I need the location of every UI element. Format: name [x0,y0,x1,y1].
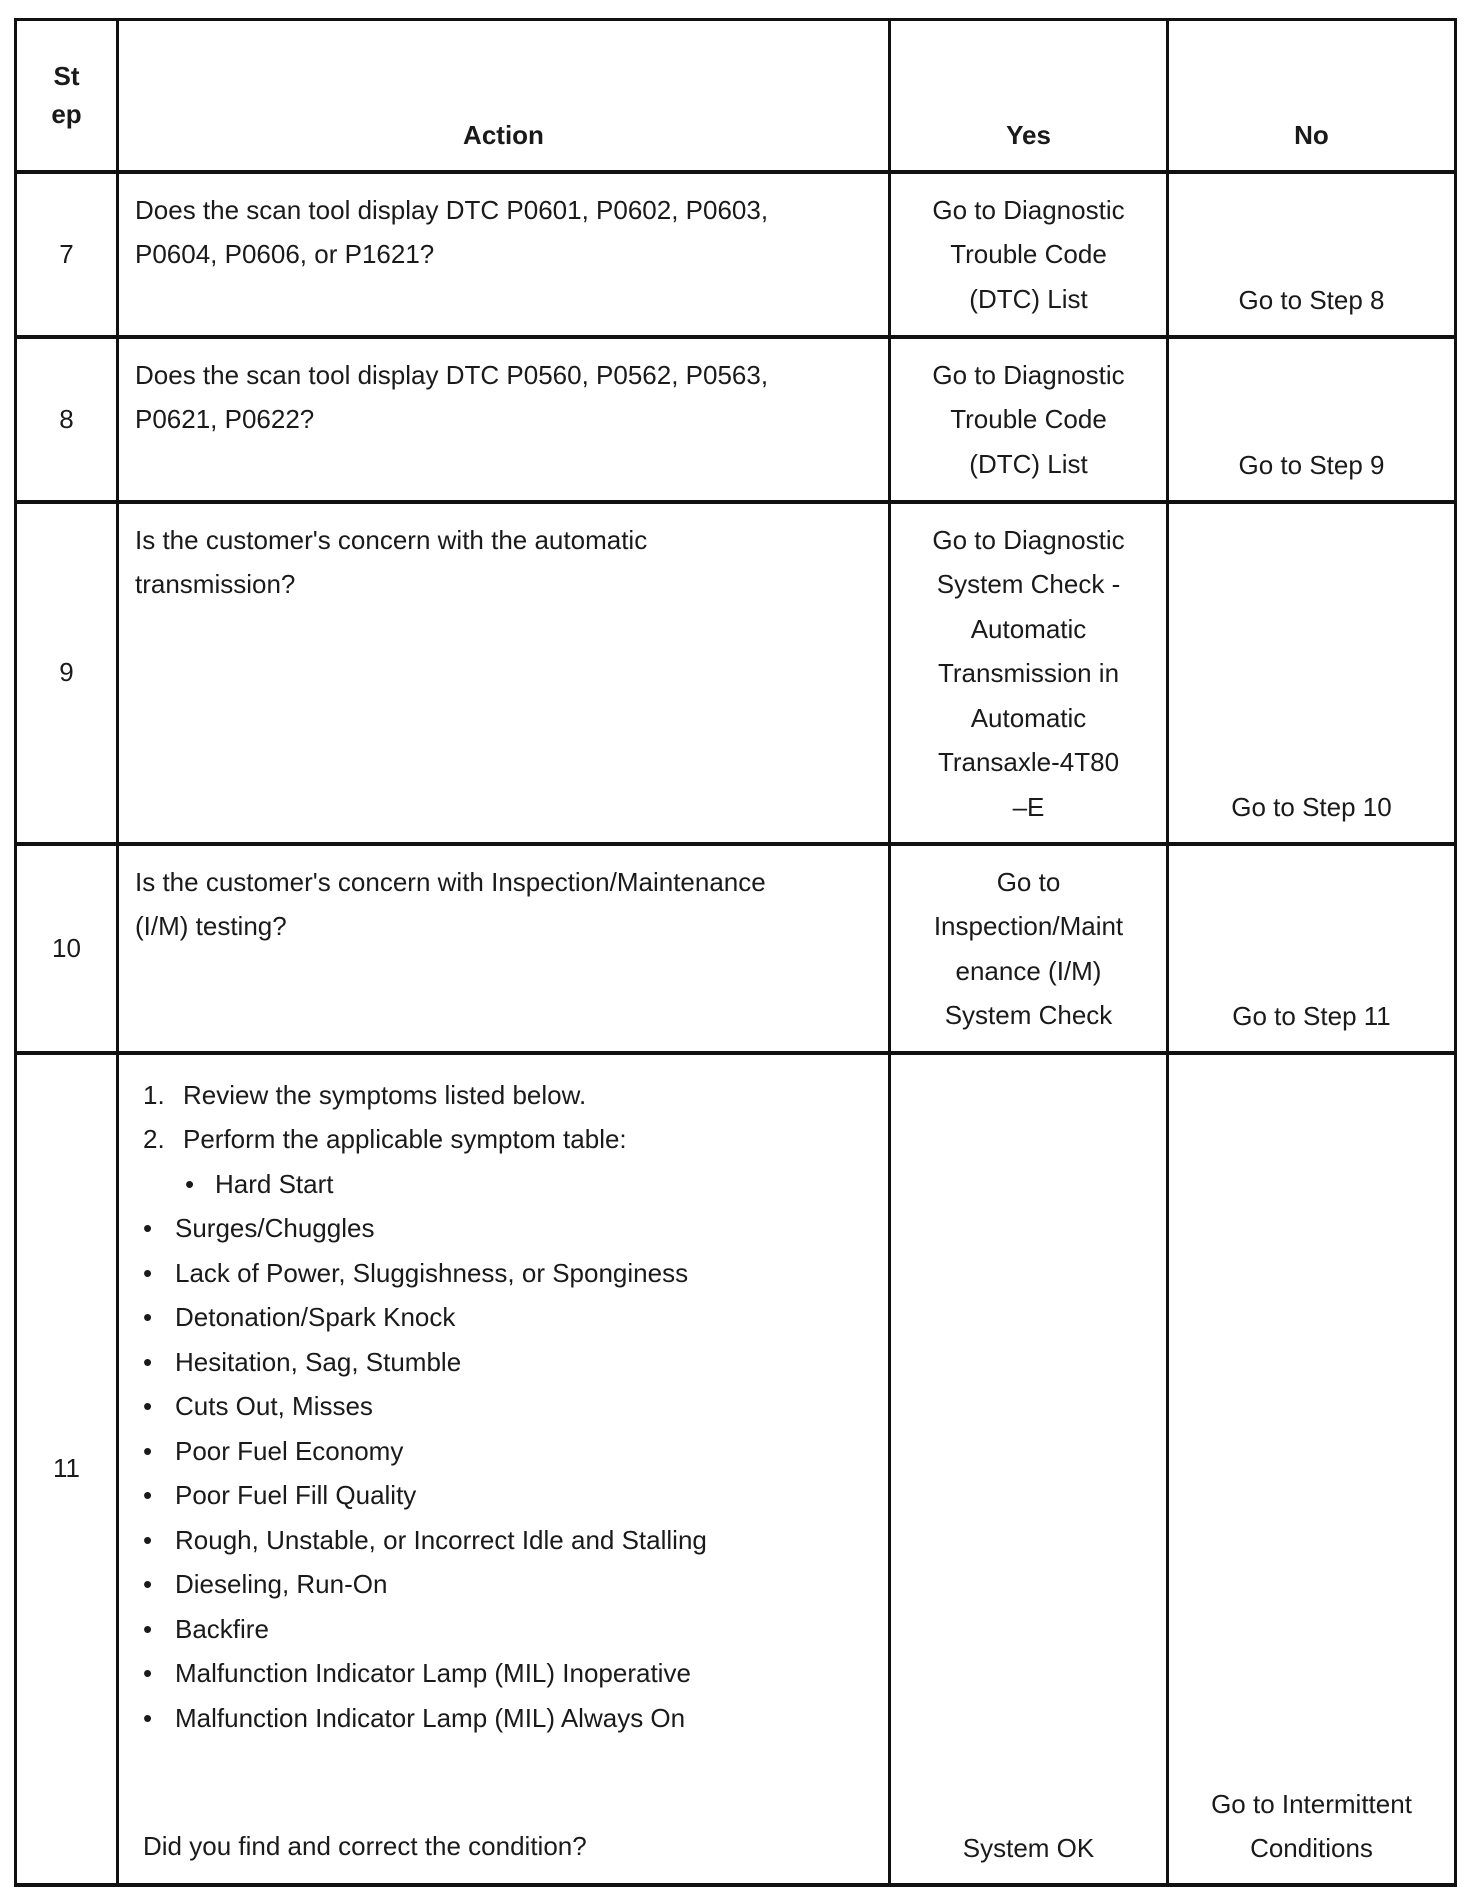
yes-line: Inspection/Maint [933,911,1124,941]
table-row-step-7 [16,172,1456,337]
bullet-icon: • [143,1524,153,1555]
yes-line: Go to [996,866,1061,897]
action-line: Is the customer's concern with the automatic [135,524,648,555]
table-row-step-8 [16,337,1456,502]
no-line: Go to Step 8 [1238,285,1385,315]
symptom-text: Poor Fuel Fill Quality [175,1480,417,1510]
symptom-sub-bullet [135,1162,874,1207]
step-number: 7 [16,172,118,337]
procedure-step [135,1117,874,1162]
symptom-text: Lack of Power, Sluggishness, or Sponginess [175,1257,689,1288]
action-cell [118,1053,890,1885]
action-line: transmission? [135,569,296,599]
yes-cell [890,337,1168,502]
bullet-icon: • [143,1658,153,1688]
header-step-line-2: ep [51,99,82,130]
symptom-text: Hard Start [215,1168,334,1199]
table-row-step-9 [16,502,1456,844]
no-cell [1168,1053,1456,1885]
yes-line: System OK [962,1833,1095,1863]
yes-line: System Check - [936,569,1121,599]
yes-cell [890,844,1168,1053]
yes-line: Go to Diagnostic [932,194,1125,225]
action-line: P0621, P0622? [135,404,315,434]
diagnostic-table [14,18,1457,1887]
yes-line: Trouble Code [950,404,1107,434]
yes-line: Automatic [970,613,1087,644]
step-number: 9 [16,502,118,844]
symptom-text: Cuts Out, Misses [175,1391,373,1421]
step-number: 11 [16,1053,118,1885]
yes-cell [890,172,1168,337]
bullet-icon: • [185,1168,195,1199]
yes-line: (DTC) List [969,283,1088,314]
procedure-step-text: Review the symptoms listed below. [183,1079,587,1110]
yes-line: –E [1012,791,1045,822]
symptom-text: Rough, Unstable, or Incorrect Idle and Stalling [175,1524,707,1555]
header-step-line-1: St [53,61,80,92]
symptom-text: Poor Fuel Economy [175,1435,404,1466]
no-line: Go to Step 9 [1238,450,1385,480]
yes-line: Trouble Code [950,239,1107,269]
action-line: Is the customer's concern with Inspection/Maintenance [135,866,766,897]
action-line: P0604, P0606, or P1621? [135,239,435,269]
symptom-text: Detonation/Spark Knock [175,1302,456,1332]
action-cell [118,337,890,502]
symptom-item [135,1384,874,1429]
no-line: Go to Step 10 [1231,792,1392,822]
procedure-step-number: 1. [143,1079,165,1110]
bullet-icon: • [143,1213,153,1243]
table-header-row [16,20,1456,172]
no-line: Go to Intermittent [1211,1788,1412,1819]
symptom-item [135,1518,874,1563]
symptom-item [135,1473,874,1518]
symptom-item [135,1429,874,1474]
header-action: Action [118,20,890,172]
action-line: (I/M) testing? [135,911,287,941]
symptom-item [135,1340,874,1385]
symptom-item [135,1562,874,1607]
symptom-text: Dieseling, Run-On [175,1569,388,1599]
header-step [16,20,118,172]
procedure-step-text: Perform the applicable symptom table: [183,1124,627,1154]
symptom-text: Malfunction Indicator Lamp (MIL) Inoperative [175,1658,691,1688]
action-cell [118,502,890,844]
yes-line: Transaxle-4T80 [937,747,1120,777]
bullet-icon: • [143,1346,153,1377]
yes-line: Transmission in [937,658,1120,688]
yes-line: System Check [944,1000,1113,1030]
symptom-item [135,1295,874,1340]
procedure-step [135,1073,874,1118]
bullet-icon: • [143,1302,153,1332]
bullet-icon: • [143,1569,153,1599]
table-row-step-11 [16,1053,1456,1885]
no-cell [1168,502,1456,844]
symptom-text: Backfire [175,1613,269,1644]
symptom-item [135,1206,874,1251]
symptom-text: Hesitation, Sag, Stumble [175,1346,462,1377]
symptom-list [135,1206,874,1740]
yes-line: Automatic [970,702,1087,733]
symptom-text: Malfunction Indicator Lamp (MIL) Always On [175,1702,686,1733]
yes-line: enance (I/M) [955,955,1102,986]
symptom-text: Surges/Chuggles [175,1213,375,1243]
final-question: Did you find and correct the condition? [143,1831,587,1861]
symptom-item [135,1607,874,1652]
yes-line: Go to Diagnostic [932,359,1125,390]
symptom-item [135,1696,874,1741]
yes-line: (DTC) List [969,448,1088,479]
action-cell [118,844,890,1053]
bullet-icon: • [143,1435,153,1466]
no-cell [1168,172,1456,337]
yes-cell [890,502,1168,844]
bullet-icon: • [143,1480,153,1510]
header-no: No [1168,20,1456,172]
no-line: Go to Step 11 [1232,1001,1391,1031]
bullet-icon: • [143,1391,153,1421]
no-cell [1168,844,1456,1053]
symptom-item [135,1651,874,1696]
symptom-item [135,1251,874,1296]
yes-cell [890,1053,1168,1885]
yes-line: Go to Diagnostic [932,524,1125,555]
header-yes: Yes [890,20,1168,172]
bullet-icon: • [143,1702,153,1733]
table-row-step-10 [16,844,1456,1053]
action-cell [118,172,890,337]
procedure-step-number: 2. [143,1124,165,1154]
step-number: 10 [16,844,118,1053]
step-number: 8 [16,337,118,502]
no-cell [1168,337,1456,502]
no-line: Conditions [1250,1833,1373,1863]
procedure-steps-list [135,1073,874,1162]
bullet-icon: • [143,1257,153,1288]
bullet-icon: • [143,1613,153,1644]
action-line: Does the scan tool display DTC P0560, P0562, P0563, [135,359,769,390]
action-line: Does the scan tool display DTC P0601, P0602, P0603, [135,194,769,225]
